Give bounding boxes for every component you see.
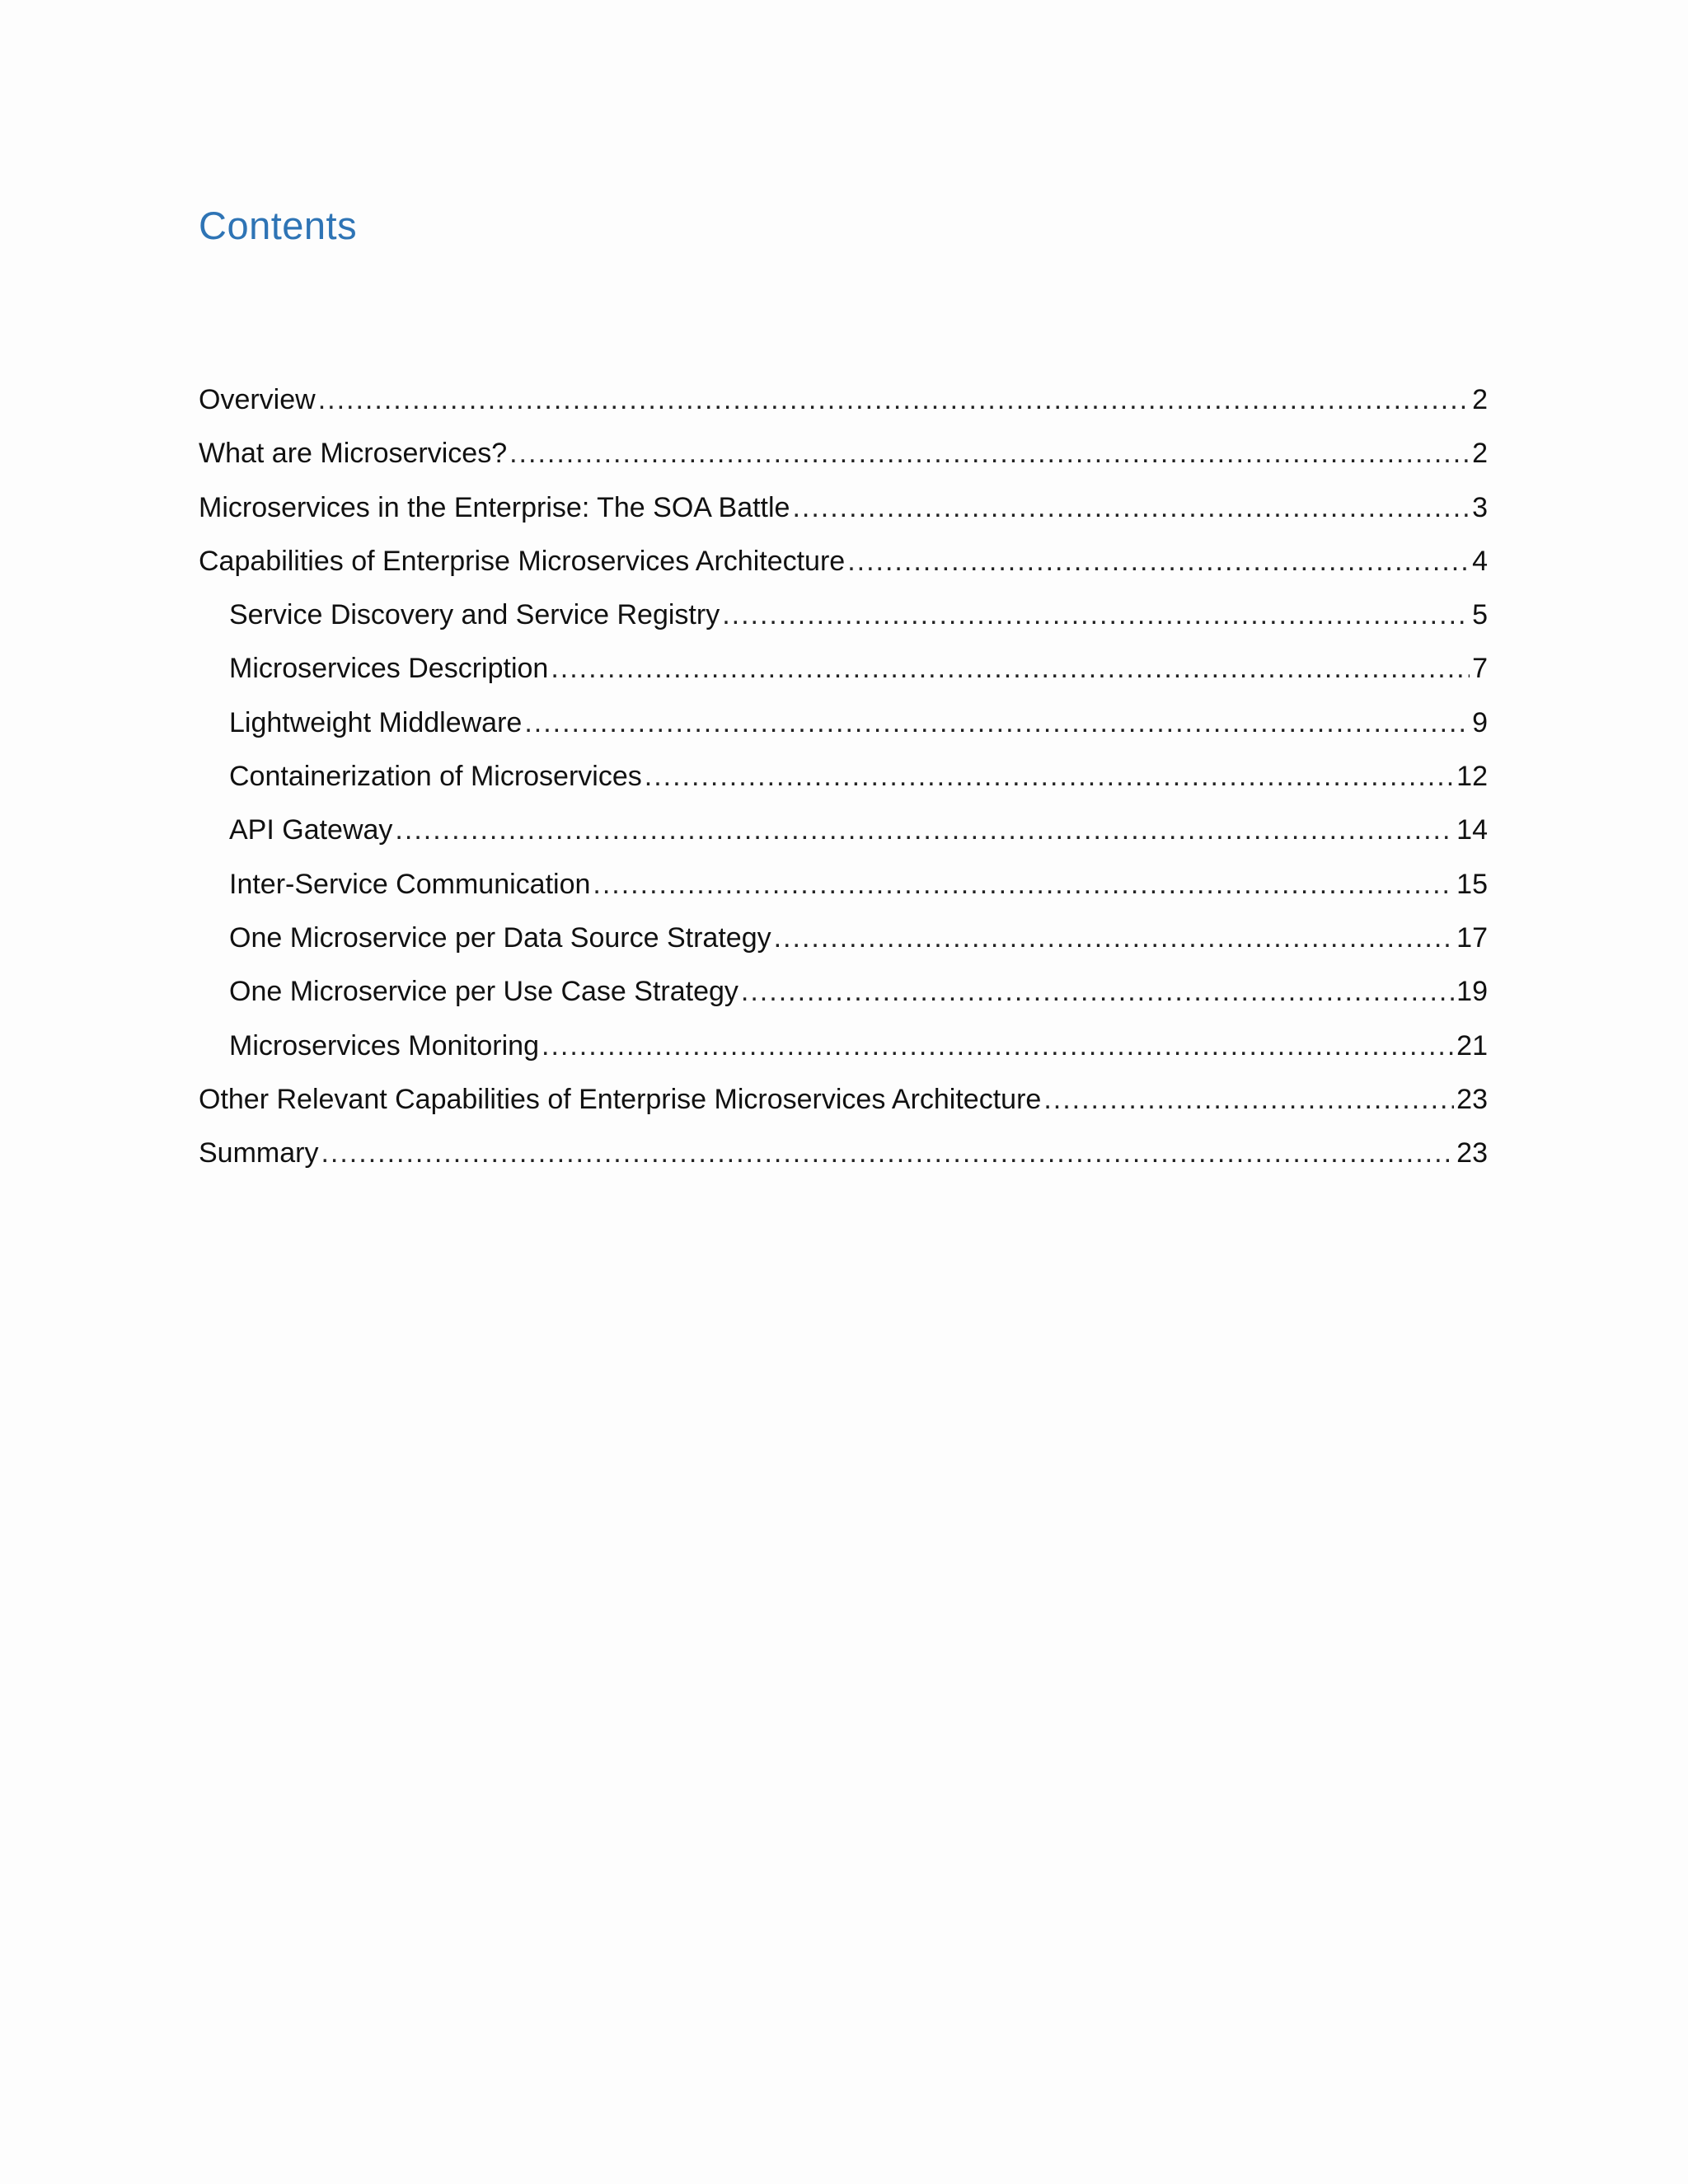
toc-entry-label: One Microservice per Use Case Strategy — [229, 976, 738, 1008]
toc-entry-label: Summary — [199, 1137, 319, 1169]
dot-leader — [1043, 1076, 1454, 1122]
toc-heading: Contents — [199, 204, 358, 247]
dot-leader — [645, 753, 1454, 799]
toc-entry-data-source-strategy[interactable] — [199, 915, 1488, 968]
toc-entry-label: Overview — [199, 384, 316, 415]
toc-entry-page-number: 2 — [1472, 384, 1488, 415]
toc-entry-label: Lightweight Middleware — [229, 706, 523, 738]
dot-leader — [847, 538, 1470, 584]
toc-entry-label: Other Relevant Capabilities of Enterprise Microservices Architecture — [199, 1083, 1042, 1115]
dot-leader — [741, 968, 1454, 1015]
toc-entry-label: Containerization of Microservices — [229, 761, 642, 793]
toc-entry-service-discovery[interactable] — [199, 592, 1488, 645]
dot-leader — [318, 377, 1470, 423]
dot-leader — [774, 915, 1455, 961]
toc-entry-label: One Microservice per Data Source Strategy — [229, 921, 771, 954]
toc-entry-use-case-strategy[interactable] — [199, 968, 1488, 1022]
toc-entry-overview[interactable] — [199, 377, 1488, 430]
toc-entry-page-number: 7 — [1472, 653, 1488, 685]
toc-entry-summary[interactable] — [199, 1130, 1488, 1183]
toc-entry-label: Microservices Monitoring — [229, 1029, 539, 1062]
toc-entry-label: Microservices in the Enterprise: The SOA Battle — [199, 491, 790, 523]
toc-entry-microservices-description[interactable] — [199, 645, 1488, 699]
dot-leader — [542, 1023, 1454, 1069]
toc-entry-label: API Gateway — [229, 814, 393, 846]
toc-entry-page-number: 19 — [1456, 976, 1488, 1008]
toc-entry-microservices-monitoring[interactable] — [199, 1023, 1488, 1076]
toc-entry-page-number: 17 — [1456, 921, 1488, 954]
toc-entry-page-number: 21 — [1456, 1029, 1488, 1062]
toc-entry-lightweight-middleware[interactable] — [199, 700, 1488, 753]
toc-entry-page-number: 23 — [1456, 1137, 1488, 1169]
toc-entry-page-number: 3 — [1472, 491, 1488, 523]
dot-leader — [321, 1130, 1454, 1176]
toc-entry-label: Inter-Service Communication — [229, 868, 591, 900]
toc-entry-soa-battle[interactable] — [199, 485, 1488, 538]
dot-leader — [722, 592, 1470, 638]
toc-entry-page-number: 2 — [1472, 438, 1488, 470]
toc-entry-label: Service Discovery and Service Registry — [229, 599, 720, 631]
dot-leader — [593, 861, 1454, 907]
toc-entry-page-number: 12 — [1456, 761, 1488, 793]
toc-entry-other-capabilities[interactable] — [199, 1076, 1488, 1130]
table-of-contents — [199, 377, 1488, 1183]
toc-entry-capabilities[interactable] — [199, 538, 1488, 592]
toc-entry-what-are-microservices[interactable] — [199, 430, 1488, 484]
toc-entry-label: Microservices Description — [229, 653, 549, 685]
dot-leader — [551, 645, 1470, 691]
toc-entry-page-number: 14 — [1456, 814, 1488, 846]
dot-leader — [524, 700, 1470, 746]
toc-entry-page-number: 5 — [1472, 599, 1488, 631]
toc-entry-inter-service-communication[interactable] — [199, 861, 1488, 915]
toc-entry-page-number: 15 — [1456, 868, 1488, 900]
toc-entry-page-number: 4 — [1472, 545, 1488, 577]
dot-leader — [509, 430, 1470, 476]
toc-entry-api-gateway[interactable] — [199, 807, 1488, 860]
toc-entry-label: What are Microservices? — [199, 438, 508, 470]
toc-entry-containerization[interactable] — [199, 753, 1488, 807]
toc-entry-page-number: 9 — [1472, 706, 1488, 738]
toc-entry-label: Capabilities of Enterprise Microservices Architecture — [199, 545, 846, 577]
toc-entry-page-number: 23 — [1456, 1083, 1488, 1115]
dot-leader — [395, 807, 1454, 853]
dot-leader — [792, 485, 1470, 531]
